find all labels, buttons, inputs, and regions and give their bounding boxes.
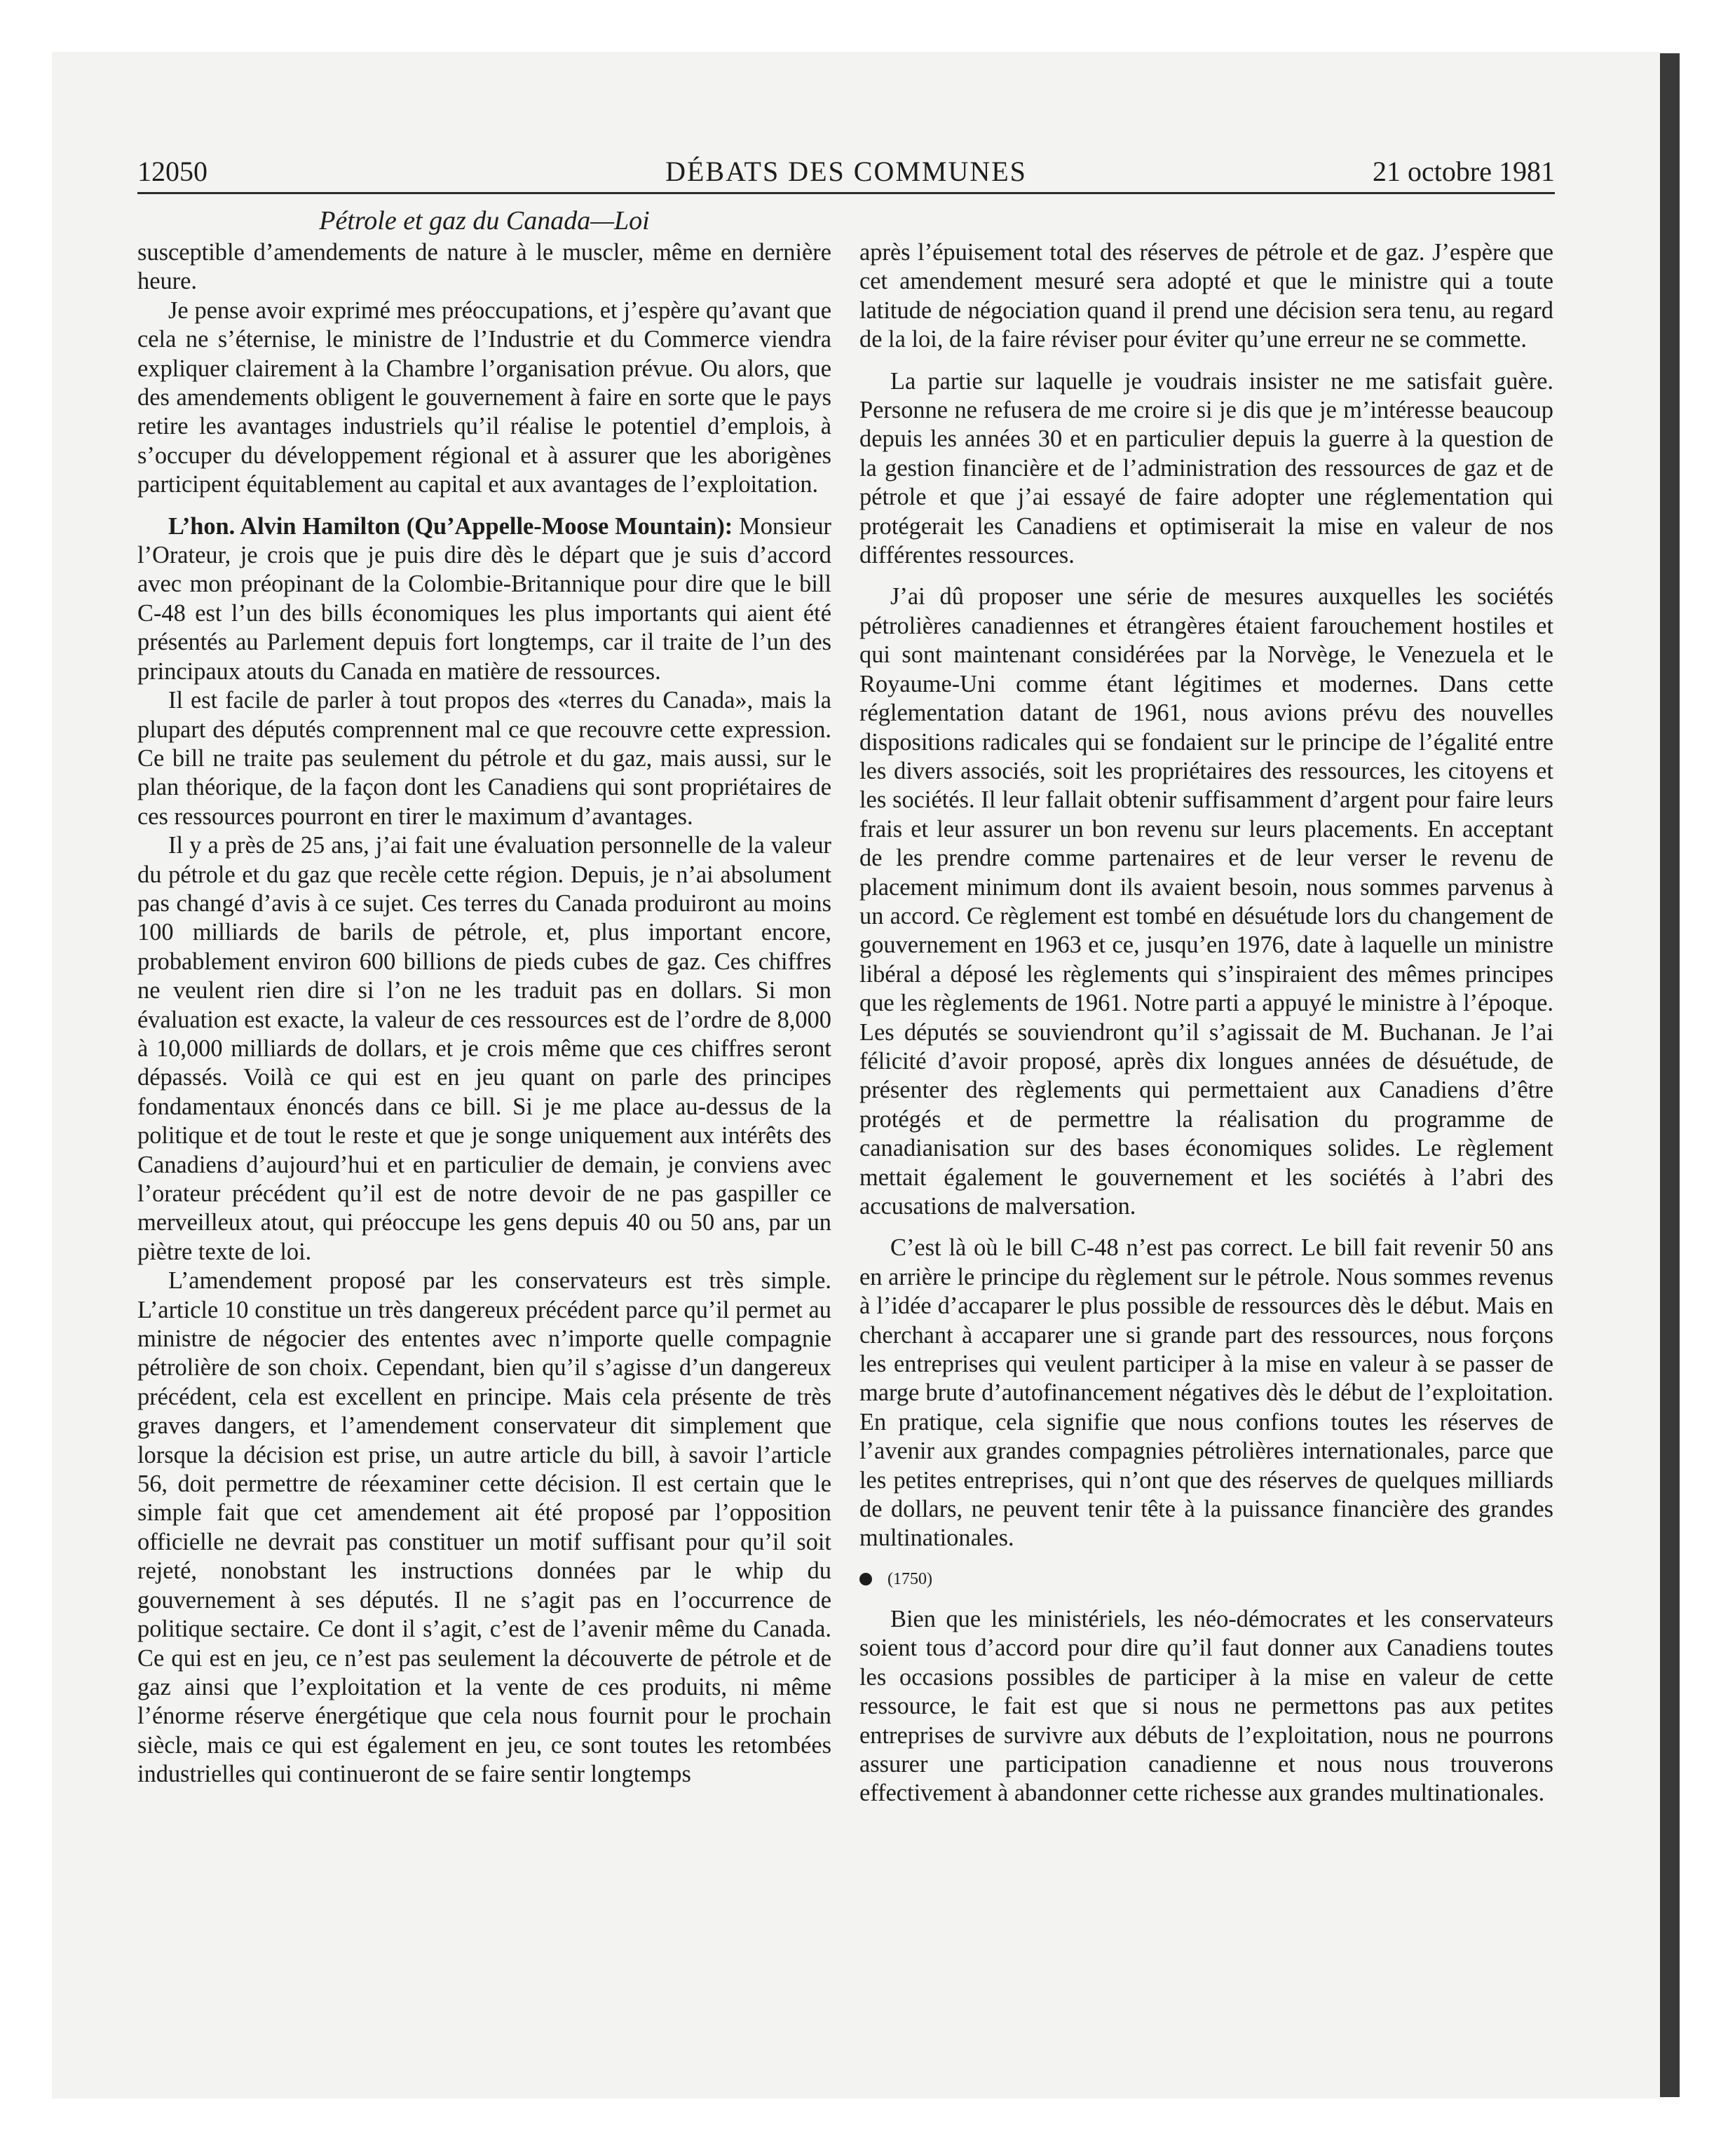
paragraph: Il y a près de 25 ans, j’ai fait une évaluation personnelle de la valeur du pétrole et du gaz que recèle cette région. Depuis, je n’ai absolument pas changé d’avis à ce sujet. Ces terres du Canada produiront au moins 100 milliards de barils de pétrole, et, plus important encore, probablement environ 600 billions de pieds cubes de gaz. Ces chiffres ne veulent rien dire si l’on ne les traduit pas en dollars. Si mon évaluation est exacte, la valeur de ces ressources est de l’ordre de 8,000 à 10,000 milliards de dollars, et je crois même que ces chiffres seront dépassés. Voilà ce qui est en jeu quant on parle des principes fondamentaux énoncés dans ce bill. Si je me place au-dessus de la politique et de tout le reste et que je songe uniquement aux intérêts des Canadiens d’aujourd’hui et en particulier de demain, je conviens avec l’orateur précédent qu’il est de notre devoir de ne pas gaspiller ce merveilleux atout, qui préoccupe les gens depuis 40 ou 50 ans, par un piètre texte de loi. <box>137 832 831 1265</box>
page-header <box>137 150 1555 194</box>
scan-edge-bar <box>1660 53 1680 2097</box>
timestamp: (1750) <box>887 1569 932 1588</box>
paragraph: Bien que les ministériels, les néo-démocrates et les conservateurs soient tous d’accord pour dire qu’il faut donner aux Canadiens toutes les occasions possibles de participer à la mise en valeur de cette ressource, le fait est que si nous ne permettons pas aux petites entreprises de survivre aux débuts de l’exploitation, nous ne pourrons assurer une participation canadienne et nous nous trouverons effectivement à abandonner cette richesse aux grandes multinationales. <box>859 1605 1553 1807</box>
running-title: DÉBATS DES COMMUNES <box>665 156 1027 187</box>
page-number: 12050 <box>137 156 207 187</box>
paragraph: C’est là où le bill C-48 n’est pas correct. Le bill fait revenir 50 ans en arrière le principe du règlement sur le pétrole. Nous sommes revenus à l’idée d’accaparer le plus possible de ressources dès le début. Mais en cherchant à accaparer une si grande part des ressources, nous forçons les entreprises qui veulent participer à la mise en valeur à se passer de marge brute d’autofinancement négatives dès le début de l’exploitation. En pratique, cela signifie que nous confions toutes les réserves de l’avenir aux grandes compagnies pétrolières internationales, parce que les petites entreprises, qui n’ont que des réserves de quelques milliards de dollars, ne peuvent tenir tête à la puissance financière des grandes multinationales. <box>859 1234 1553 1552</box>
left-column <box>137 238 831 1789</box>
paragraph: La partie sur laquelle je voudrais insister ne me satisfait guère. Personne ne refusera de me croire si je dis que je m’intéresse beaucoup depuis les années 30 et en particulier depuis la guerre à la question de la gestion financière et de l’administration des ressources de gaz et de pétrole et que j’ai essayé de faire adopter une réglementation qui protégerait les Canadiens et optimiserait la mise en valeur de nos différentes ressources. <box>859 367 1553 569</box>
paragraph: susceptible d’amendements de nature à le muscler, même en dernière heure. <box>137 239 831 295</box>
bullet-icon <box>859 1573 872 1585</box>
right-column <box>859 238 1553 1808</box>
page-date: 21 octobre 1981 <box>1373 156 1555 187</box>
paragraph: après l’épuisement total des réserves de pétrole et de gaz. J’espère que cet amendement mesuré sera adopté et que le ministre qui a toute latitude de négociation quand il prend une décision sera tenu, au regard de la loi, de la faire réviser pour éviter qu’une erreur ne se commette. <box>859 239 1553 353</box>
speech-text: Monsieur l’Orateur, je crois que je puis dire dès le départ que je suis d’accord avec mon préopinant de la Colombie-Britannique pour dire que le bill C-48 est l’un des bills économiques les plus importants qui aient été présentés au Parlement depuis fort longtemps, car il traite de l’un des principaux atouts du Canada en matière de ressources. <box>137 512 831 685</box>
section-title: Pétrole et gaz du Canada—Loi <box>319 206 650 236</box>
speech-paragraph <box>137 512 831 686</box>
paragraph: L’amendement proposé par les conservateurs est très simple. L’article 10 constitue un très dangereux précédent parce qu’il permet au ministre de négocier des ententes avec n’importe quelle compagnie pétrolière de son choix. Cependant, bien qu’il s’agisse d’un dangereux précédent, cela est excellent en principe. Mais cela présente de très graves dangers, et l’amendement conservateur dit simplement que lorsque la décision est prise, un autre article du bill, à savoir l’article 56, doit permettre de réexaminer cette décision. Il est certain que le simple fait que cet amendement ait été proposé par l’opposition officielle ne devrait pas constituer un motif suffisant pour qu’il soit rejeté, nonobstant les instructions données par le whip du gouvernement à ses députés. Il ne s’agit pas en l’occurrence de politique sectaire. Ce dont il s’agit, c’est de l’avenir même du Canada. Ce qui est en jeu, ce n’est pas seulement la découverte de pétrole et de gaz ainsi que l’exploitation et la vente de ces produits, ni même l’énorme réserve énergétique que cela nous fournit pour le prochain siècle, mais ce qui est également en jeu, ce sont toutes les retombées industrielles qui continueront de se faire sentir longtemps <box>137 1267 831 1788</box>
speaker-name: L’hon. Alvin Hamilton (Qu’Appelle-Moose Mountain): <box>168 512 733 540</box>
paragraph: Je pense avoir exprimé mes préoccupations, et j’espère qu’avant que cela ne s’éternise, le ministre de l’Industrie et du Commerce viendra expliquer clairement à la Chambre l’organisation prévue. Ou alors, que des amendements obligent le gouvernement à faire en sorte que le pays retire les avantages industriels qu’il réalise le potentiel d’emplois, à s’occuper du développement régional et à assurer que les aborigènes participent équitablement au capital et aux avantages de l’exploitation. <box>137 296 831 498</box>
timestamp-marker <box>859 1569 1553 1590</box>
paragraph: J’ai dû proposer une série de mesures auxquelles les sociétés pétrolières canadiennes et étrangères étaient farouchement hostiles et qui sont maintenant considérées par la Norvège, le Venezuela et le Royaume-Uni comme étant légitimes et modernes. Dans cette réglementation datant de 1961, nous avions prévu des nouvelles dispositions radicales qui se fondaient sur le principe de l’égalité entre les divers associés, soit les propriétaires des ressources, les citoyens et les sociétés. Il leur fallait obtenir suffisamment d’argent pour faire leurs frais et leur assurer un bon revenu sur leurs placements. En acceptant de les prendre comme partenaires et de leur verser le revenu de placement minimum dont ils avaient besoin, nous sommes parvenus à un accord. Ce règlement est tombé en désuétude lors du changement de gouvernement en 1963 et ce, jusqu’en 1976, date à laquelle un ministre libéral a déposé les règlements qui s’inspiraient des mêmes principes que les règlements de 1961. Notre parti a appuyé le ministre à l’époque. Les députés se souviendront qu’il s’agissait de M. Buchanan. Je l’ai félicité d’avoir proposé, après dix longues années de désuétude, de présenter des règlements qui permettaient aux Canadiens d’être protégés et de permettre la réalisation du programme de canadianisation sur des bases économiques solides. Le règlement mettait également le gouvernement et les sociétés à l’abri des accusations de malversation. <box>859 583 1553 1220</box>
paragraph: Il est facile de parler à tout propos des «terres du Canada», mais la plupart des députés comprennent mal ce que recouvre cette expression. Ce bill ne traite pas seulement du pétrole et du gaz, mais aussi, sur le plan théorique, de la façon dont les Canadiens qui sont propriétaires de ces ressources pourront en tirer le maximum d’avantages. <box>137 687 831 830</box>
